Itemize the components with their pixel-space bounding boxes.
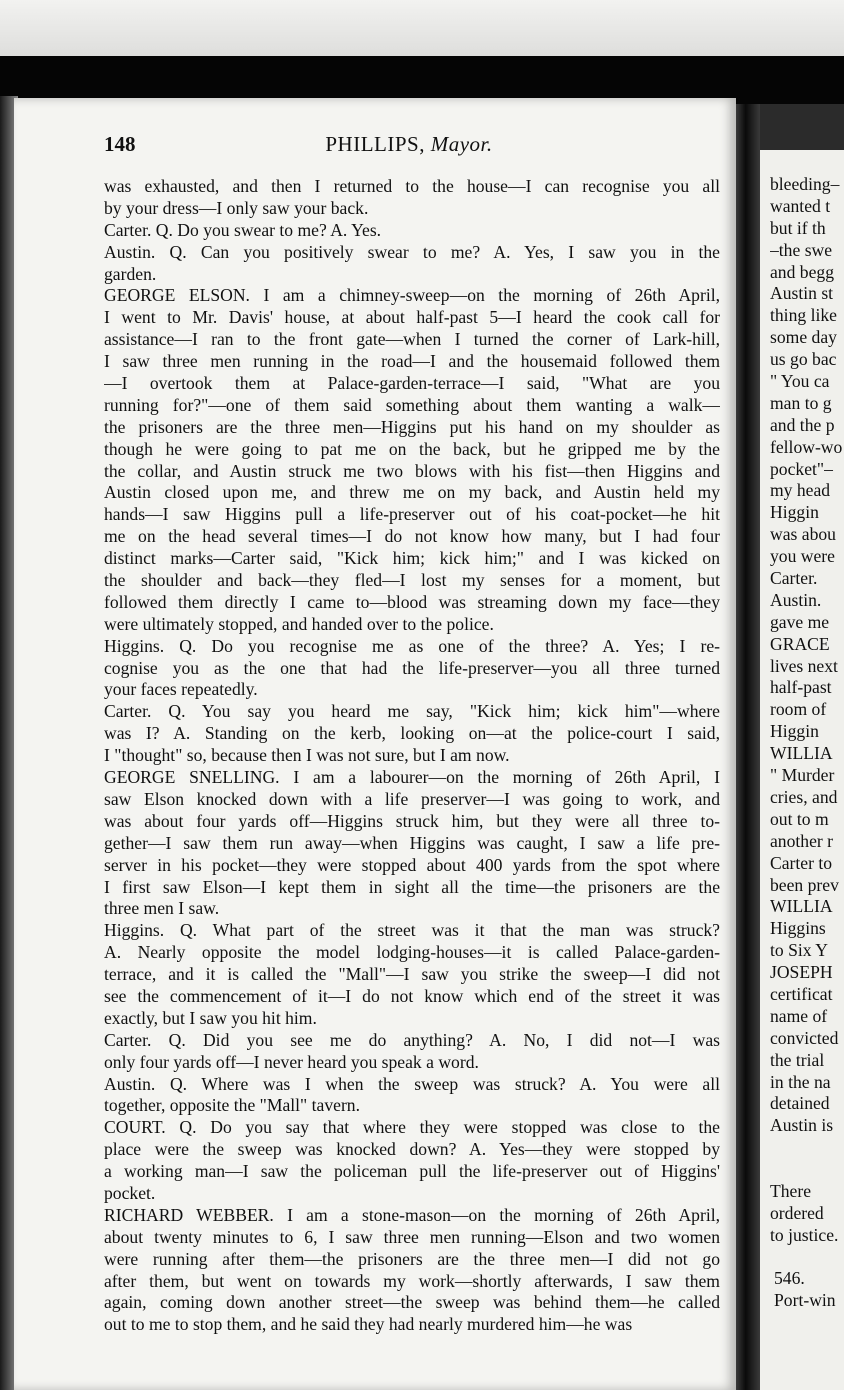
facing-page-line: in the na	[770, 1071, 831, 1092]
facing-page-line: Austin.	[770, 589, 822, 610]
text-line: Carter. Q. Do you swear to me? A. Yes.	[104, 219, 382, 240]
facing-page-line: to justice.	[770, 1224, 839, 1245]
text-line: A. Nearly opposite the model lodging-houses—it is called Palace-garden-	[104, 942, 720, 963]
facing-page-line: wanted t	[770, 195, 831, 216]
facing-page-line: and begg	[770, 261, 835, 282]
text-line: place were the sweep was knocked down? A. Yes—they were stopped by	[104, 1139, 720, 1160]
text-line: three men I saw.	[104, 898, 220, 919]
text-line: hands—I saw Higgins pull a life-preserver out of his coat-pocket—he hit	[104, 504, 720, 525]
facing-page-line: cries, and	[770, 786, 838, 807]
facing-page-line: Higgin	[770, 721, 819, 742]
text-line: RICHARD WEBBER. I am a stone-mason—on the morning of 26th April,	[104, 1204, 720, 1225]
text-line: after them, but went on towards my work—shortly afterwards, I saw them	[104, 1270, 720, 1291]
facing-page-line: my head	[770, 480, 831, 501]
text-line: cognise you as the one that had the life-preserver—you all three turned	[104, 657, 720, 678]
text-line: the prisoners are the three men—Higgins put his hand on my shoulder as	[104, 416, 720, 437]
text-line: I went to Mr. Davis' house, at about half-past 5—I heard the cook call for	[104, 307, 720, 328]
text-line: running for?"—one of them said something about them wanting a walk—	[104, 394, 720, 415]
facing-page-line: man to g	[770, 392, 832, 413]
text-line: Higgins. Q. What part of the street was it that the man was struck?	[104, 920, 720, 941]
text-line: see the commencement of it—I do not know which end of the street it was	[104, 985, 720, 1006]
text-line: though he were going to pat me on the back, but he gripped me by the	[104, 438, 720, 459]
facing-page-line: half-past	[770, 677, 832, 698]
text-line: was exhausted, and then I returned to the house—I can recognise you all	[104, 176, 720, 196]
facing-page-line: WILLIA	[770, 896, 833, 917]
facing-page-line: to Six Y	[770, 940, 829, 961]
text-line: Carter. Q. Did you see me do anything? A. No, I did not—I was	[104, 1029, 720, 1050]
text-line: pocket.	[104, 1182, 156, 1203]
facing-page-line: Higgins	[770, 918, 826, 939]
facing-page-line: us go bac	[770, 349, 837, 370]
facing-page-footer	[774, 1268, 844, 1312]
text-line: —I overtook them at Palace-garden-terrace—I said, "What are you	[104, 373, 720, 394]
text-line: garden.	[104, 263, 157, 284]
facing-page-line: fellow-wo	[770, 436, 843, 457]
facing-page-line: another r	[770, 830, 834, 851]
text-line: GEORGE ELSON. I am a chimney-sweep—on the morning of 26th April,	[104, 285, 720, 306]
text-line: by your dress—I only saw your back.	[104, 197, 369, 218]
facing-page-line: been prev	[770, 874, 839, 895]
facing-page-line: some day	[770, 327, 837, 348]
facing-page-line: gave me	[770, 611, 830, 632]
facing-page-line: lives next	[770, 655, 838, 676]
text-line: GEORGE SNELLING. I am a labourer—on the morning of 26th April, I	[104, 767, 720, 788]
facing-page-line: JOSEPH	[770, 962, 833, 983]
text-line: Austin closed upon me, and threw me on my back, and Austin held my	[104, 482, 720, 503]
text-line: I "thought" so, because then I was not sure, but I am now.	[104, 745, 510, 766]
facing-page-line: There	[770, 1180, 812, 1201]
facing-page-line: thing like	[770, 305, 837, 326]
text-line: your faces repeatedly.	[104, 679, 258, 700]
facing-page-line: " You ca	[770, 371, 830, 392]
scan-border	[0, 56, 844, 104]
text-line: Higgins. Q. Do you recognise me as one of the three? A. Yes; I re-	[104, 635, 720, 656]
running-head	[104, 132, 714, 157]
text-line: again, coming down another street—the sweep was behind them—he called	[104, 1292, 720, 1313]
text-line: were running after them—the prisoners are the three men—I did not go	[104, 1248, 720, 1269]
text-line: about twenty minutes to 6, I saw three men running—Elson and two women	[104, 1226, 720, 1247]
page-number: 148	[104, 132, 136, 156]
text-line: only four yards off—I never heard you speak a word.	[104, 1051, 479, 1072]
facing-page-line: Austin is	[770, 1115, 834, 1136]
facing-page-line: was abou	[770, 524, 836, 545]
text-line: Austin. Q. Where was I when the sweep was struck? A. You were all	[104, 1073, 720, 1094]
facing-page-line: name of	[770, 1005, 828, 1026]
facing-page-line: " Murder	[770, 765, 835, 786]
running-head-name: PHILLIPS,	[325, 132, 431, 156]
facing-page-line: WILLIA	[770, 743, 833, 764]
page-header	[104, 132, 714, 162]
text-line: a working man—I saw the policeman pull the life-preserver out of Higgins'	[104, 1161, 720, 1182]
facing-page-line: room of	[770, 699, 827, 720]
text-line: COURT. Q. Do you say that where they were stopped was close to the	[104, 1117, 720, 1138]
text-line: I saw three men running in the road—I and the housemaid followed them	[104, 351, 720, 372]
facing-page-line: bleeding–	[770, 174, 840, 194]
facing-page-line: convicted	[770, 1027, 839, 1048]
text-line: terrace, and it is called the "Mall"—I saw you strike the sweep—I did not	[104, 964, 720, 985]
text-line: followed them directly I came to—blood was streaming down my face—they	[104, 591, 720, 612]
body-text	[104, 176, 720, 1336]
facing-page-line: –the swe	[770, 239, 833, 260]
facing-page-line: certificat	[770, 983, 833, 1004]
facing-page-line: Higgin	[770, 502, 819, 523]
text-line: were ultimately stopped, and handed over to the police.	[104, 613, 494, 634]
facing-page-line: the trial	[770, 1049, 825, 1070]
text-line: together, opposite the "Mall" tavern.	[104, 1095, 360, 1116]
text-line: saw Elson knocked down with a life preserver—I was going to work, and	[104, 788, 720, 809]
text-line: out to me to stop them, and he said they had nearly murdered him—he was	[104, 1314, 633, 1335]
facing-page-number: 546.	[774, 1268, 805, 1288]
facing-page-line: you were	[770, 546, 835, 567]
facing-page-line: ordered	[770, 1202, 824, 1223]
text-line: server in his pocket—they were stopped about 400 yards from the spot where	[104, 854, 720, 875]
facing-page-line: GRACE	[770, 633, 830, 654]
text-line: Carter. Q. You say you heard me say, "Kick him; kick him"—where	[104, 701, 720, 722]
text-line: distinct marks—Carter said, "Kick him; kick him;" and I was kicked on	[104, 548, 720, 569]
text-line: the collar, and Austin struck me two blows with his fist—then Higgins and	[104, 460, 720, 481]
facing-page-footer-text: Port-win	[774, 1289, 836, 1310]
text-line: gether—I saw them run away—when Higgins was caught, I saw a life pre-	[104, 832, 720, 853]
facing-page-line: out to m	[770, 808, 829, 829]
facing-page-line: pocket"–	[770, 458, 833, 479]
facing-page-line: Austin st	[770, 283, 834, 304]
facing-page	[760, 150, 844, 1390]
text-line: Austin. Q. Can you positively swear to me? A. Yes, I saw you in the	[104, 241, 720, 262]
text-line: me on the head several times—I do not know how many, but I had four	[104, 526, 720, 547]
facing-page-line	[770, 1159, 844, 1181]
book-gutter	[736, 104, 760, 1390]
facing-page-text	[770, 174, 844, 1247]
text-line: exactly, but I saw you hit him.	[104, 1007, 317, 1028]
facing-page-line: Carter.	[770, 568, 818, 589]
text-line: assistance—I ran to the front gate—when I turned the corner of Lark-hill,	[104, 329, 720, 350]
facing-page-line: Carter to	[770, 852, 833, 873]
text-line: was I? A. Standing on the kerb, looking on—at the police-court I said,	[104, 723, 720, 744]
facing-page-line: but if th	[770, 217, 826, 238]
text-line: the shoulder and back—they fled—I lost my senses for a moment, but	[104, 570, 720, 591]
previous-page-edge	[0, 0, 844, 62]
running-head-title: Mayor.	[430, 132, 493, 156]
text-line: was about four yards off—Higgins struck him, but they were all three to-	[104, 810, 720, 831]
facing-page-line	[770, 1137, 844, 1159]
text-line: I first saw Elson—I kept them in sight all the time—the prisoners are the	[104, 876, 720, 897]
facing-page-line: and the p	[770, 414, 835, 435]
facing-page-line: detained	[770, 1093, 830, 1114]
